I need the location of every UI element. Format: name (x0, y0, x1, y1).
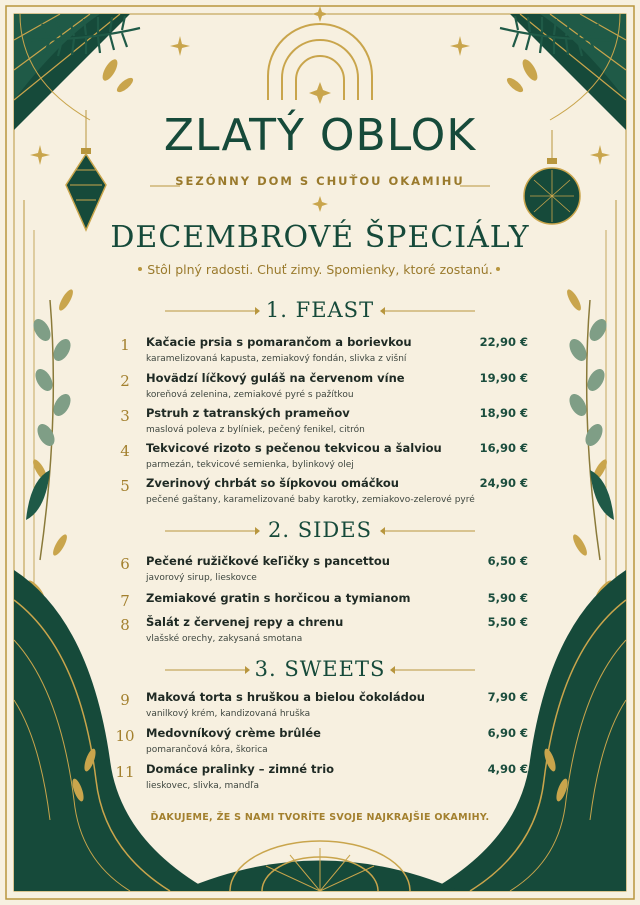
item-number: 2 (120, 372, 130, 390)
menu-item (116, 690, 536, 726)
item-number: 4 (120, 442, 130, 460)
item-number: 10 (115, 727, 135, 745)
item-description: lieskovec, slivka, mandľa (146, 781, 260, 791)
section-title-sides: 2. SIDES (268, 518, 372, 542)
item-description: javorový sirup, lieskovce (146, 573, 257, 583)
item-price: 5,50 € (487, 615, 528, 629)
menu-item (116, 441, 536, 477)
item-number: 5 (120, 477, 130, 495)
item-number: 11 (115, 763, 135, 781)
item-name: Maková torta s hruškou a bielou čokoládou (146, 690, 425, 704)
item-number: 7 (120, 592, 130, 610)
item-price: 5,90 € (487, 591, 528, 605)
menu-item (116, 615, 536, 651)
item-name: Pstruh z tatranských prameňov (146, 406, 350, 420)
item-number: 1 (120, 336, 130, 354)
item-price: 4,90 € (487, 762, 528, 776)
item-price: 22,90 € (479, 335, 528, 349)
item-name: Pečené ružičkové keľičky s pancettou (146, 554, 390, 568)
menu-subtitle: Stôl plný radosti. Chuť zimy. Spomienky, ktoré zostanú. (147, 262, 493, 277)
item-description: maslová poleva z bylíniek, pečený fenikel, citrón (146, 425, 365, 435)
foliage-left (25, 288, 75, 602)
item-number: 3 (120, 407, 130, 425)
menu-item (116, 476, 536, 512)
item-description: parmezán, tekvicové semienka, bylinkový olej (146, 460, 354, 470)
item-price: 7,90 € (487, 690, 528, 704)
section-title-sweets: 3. SWEETS (254, 657, 386, 681)
item-name: Zemiakové gratin s horčicou a tymianom (146, 591, 411, 605)
menu-item (116, 554, 536, 590)
item-description: vanilkový krém, kandizovaná hruška (146, 709, 311, 719)
item-price: 16,90 € (479, 441, 528, 455)
item-name: Medovníkový crème brûlée (146, 726, 321, 740)
menu-item (116, 726, 536, 762)
foliage-right (565, 288, 615, 602)
item-number: 9 (120, 691, 130, 709)
item-price: 24,90 € (479, 476, 528, 490)
item-number: 8 (120, 616, 130, 634)
item-description: vlašské orechy, zakysaná smotana (146, 634, 303, 644)
item-price: 6,90 € (487, 726, 528, 740)
footer-thanks: ĎAKUJEME, ŽE S NAMI TVORÍTE SVOJE NAJKRAJŠIE OKAMIHY. (150, 812, 490, 823)
menu-item (116, 406, 536, 442)
item-number: 6 (120, 555, 130, 573)
item-description: koreňová zelenina, zemiakové pyré s pažítkou (146, 390, 354, 400)
item-name: Domáce pralinky – zimné trio (146, 762, 335, 776)
item-description: pomarančová kôra, škorica (146, 745, 268, 755)
menu-item (116, 335, 536, 371)
menu-item (116, 762, 536, 798)
item-description: pečené gaštany, karamelizované baby karotky, zemiakovo-zelerové pyré (146, 495, 475, 505)
item-name: Kačacie prsia s pomarančom a borievkou (146, 335, 412, 349)
item-name: Zverinový chrbát so šípkovou omáčkou (146, 476, 399, 490)
item-name: Šalát z červenej repy a chrenu (146, 615, 344, 629)
restaurant-tagline: SEZÓNNY DOM S CHUŤOU OKAMIHU (175, 174, 465, 188)
item-description: karamelizovaná kapusta, zemiakový fondán, slivka z višní (146, 354, 407, 364)
bottom-sunburst (180, 841, 460, 891)
menu-title: DECEMBROVÉ ŠPECIÁLY (110, 220, 530, 255)
item-price: 18,90 € (479, 406, 528, 420)
section-title-feast: 1. FEAST (265, 298, 375, 322)
menu-item (116, 371, 536, 407)
item-name: Hovädzí líčkový guláš na červenom víne (146, 371, 405, 385)
item-price: 19,90 € (479, 371, 528, 385)
restaurant-name: ZLATÝ OBLOK (163, 110, 477, 161)
item-name: Tekvicové rizoto s pečenou tekvicou a šalviou (146, 441, 442, 455)
item-price: 6,50 € (487, 554, 528, 568)
